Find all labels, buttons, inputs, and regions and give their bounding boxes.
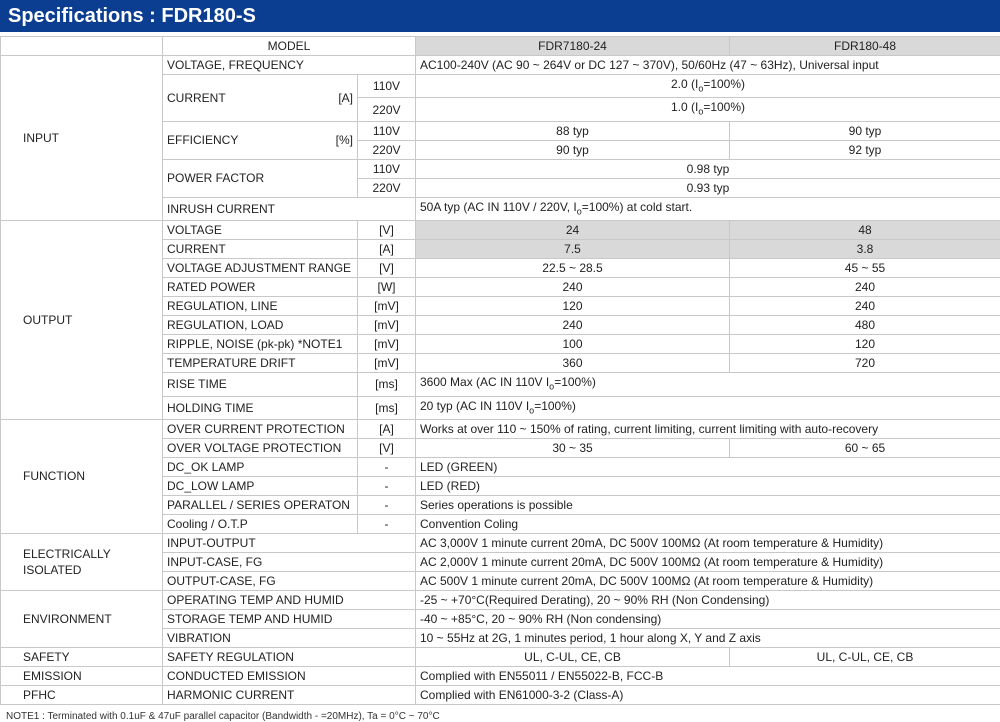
spec-unit: [mV] [358, 335, 416, 354]
spec-label: CONDUCTED EMISSION [163, 666, 416, 685]
spec-unit: [W] [358, 278, 416, 297]
category-isolated: ELECTRICALLY ISOLATED [1, 533, 163, 590]
spec-value-b: 48 [730, 221, 1000, 240]
spec-label: RATED POWER [163, 278, 358, 297]
spec-value-b: 720 [730, 354, 1000, 373]
spec-value-a: 120 [416, 297, 730, 316]
spec-label: PARALLEL / SERIES OPERATON [163, 495, 358, 514]
category-safety: SAFETY [1, 647, 163, 666]
spec-label: INRUSH CURRENT [163, 197, 416, 220]
spec-value-b: 120 [730, 335, 1000, 354]
spec-label: Cooling / O.T.P [163, 514, 358, 533]
spec-table-wrapper [0, 32, 1000, 705]
spec-table [0, 36, 1000, 705]
spec-value-a: 7.5 [416, 240, 730, 259]
voltage-tag: 110V [358, 75, 416, 98]
category-pfhc: PFHC [1, 685, 163, 704]
voltage-tag: 110V [358, 159, 416, 178]
spec-unit: [ms] [358, 373, 416, 396]
spec-value-b: 60 ~ 65 [730, 438, 1000, 457]
spec-label: INPUT-OUTPUT [163, 533, 416, 552]
spec-value-a: 88 typ [416, 121, 730, 140]
model-name-b: FDR180-48 [730, 37, 1000, 56]
category-emission: EMISSION [1, 666, 163, 685]
spec-value: 0.98 typ [416, 159, 1000, 178]
environment-row [1, 590, 1000, 609]
spec-label: REGULATION, LOAD [163, 316, 358, 335]
spec-unit: [V] [358, 438, 416, 457]
spec-value-a: 90 typ [416, 140, 730, 159]
spec-value: 1.0 $(I_o=100\%)$ [416, 98, 1000, 121]
spec-label: POWER FACTOR [163, 159, 358, 197]
spec-label: OPERATING TEMP AND HUMID [163, 590, 416, 609]
spec-value: Convention Coling [416, 514, 1000, 533]
spec-unit: [A] [358, 240, 416, 259]
spec-value-a: 24 [416, 221, 730, 240]
spec-value-b: 480 [730, 316, 1000, 335]
voltage-tag: 110V [358, 121, 416, 140]
spec-value-a: 240 [416, 316, 730, 335]
isolated-row [1, 533, 1000, 552]
footnote: NOTE1 : Terminated with 0.1uF & 47uF parallel capacitor (Bandwidth - =20MHz), Ta = 0°C ~ 70°C [0, 711, 1000, 722]
spec-label: VOLTAGE [163, 221, 358, 240]
spec-unit: [%] [336, 131, 353, 149]
spec-value: -25 ~ +70°C(Required Derating), 20 ~ 90% RH (Non Condensing) [416, 590, 1000, 609]
spec-value: 3600 Max (AC IN 110V $I_o=100\%$) [416, 373, 1000, 396]
spec-value: AC 3,000V 1 minute current 20mA, DC 500V 100MΩ (At room temperature & Humidity) [416, 533, 1000, 552]
spec-value-b: 240 [730, 297, 1000, 316]
spec-value: Complied with EN55011 / EN55022-B, FCC-B [416, 666, 1000, 685]
category-environment: ENVIRONMENT [1, 590, 163, 647]
safety-row [1, 647, 1000, 666]
spec-label: DC_OK LAMP [163, 457, 358, 476]
spec-value-a: 240 [416, 278, 730, 297]
spec-unit: [mV] [358, 354, 416, 373]
category-output: OUTPUT [1, 221, 163, 420]
spec-value-a: 30 ~ 35 [416, 438, 730, 457]
spec-value-a: 360 [416, 354, 730, 373]
spec-value-a: 22.5 ~ 28.5 [416, 259, 730, 278]
spec-value: Complied with EN61000-3-2 (Class-A) [416, 685, 1000, 704]
spec-unit: [V] [358, 259, 416, 278]
spec-value-b: 3.8 [730, 240, 1000, 259]
model-header-row [1, 37, 1000, 56]
spec-value-b: UL, C-UL, CE, CB [730, 647, 1000, 666]
spec-value: Works at over 110 ~ 150% of rating, current limiting, current limiting with auto-recovery [416, 419, 1000, 438]
spec-unit: [mV] [358, 297, 416, 316]
emission-row [1, 666, 1000, 685]
function-ocp-row [1, 419, 1000, 438]
spec-label: HOLDING TIME [163, 396, 358, 419]
spec-value: 20 typ (AC IN 110V $I_o=100\%$) [416, 396, 1000, 419]
category-function: FUNCTION [1, 419, 163, 533]
spec-unit: [A] [358, 419, 416, 438]
spec-unit: [ms] [358, 396, 416, 419]
spec-unit: [A] [338, 89, 353, 107]
header-blank [1, 37, 163, 56]
spec-label: REGULATION, LINE [163, 297, 358, 316]
spec-value-b: 92 typ [730, 140, 1000, 159]
spec-value: AC 500V 1 minute current 20mA, DC 500V 100MΩ (At room temperature & Humidity) [416, 571, 1000, 590]
spec-value: 2.0 $(I_o=100\%)$ [416, 75, 1000, 98]
spec-value-a: 100 [416, 335, 730, 354]
voltage-tag: 220V [358, 178, 416, 197]
spec-label: TEMPERATURE DRIFT [163, 354, 358, 373]
page-title: Specifications : FDR180-S [0, 0, 1000, 32]
spec-label: OVER CURRENT PROTECTION [163, 419, 358, 438]
spec-label: OUTPUT-CASE, FG [163, 571, 416, 590]
spec-value-a: UL, C-UL, CE, CB [416, 647, 730, 666]
spec-label: RIPPLE, NOISE (pk-pk) *NOTE1 [163, 335, 358, 354]
spec-value: AC 2,000V 1 minute current 20mA, DC 500V 100MΩ (At room temperature & Humidity) [416, 552, 1000, 571]
spec-value: -40 ~ +85°C, 20 ~ 90% RH (Non condensing) [416, 609, 1000, 628]
spec-label: STORAGE TEMP AND HUMID [163, 609, 416, 628]
spec-unit: - [358, 495, 416, 514]
spec-value: AC100-240V (AC 90 ~ 264V or DC 127 ~ 370V), 50/60Hz (47 ~ 63Hz), Universal input [416, 56, 1000, 75]
spec-label: VIBRATION [163, 628, 416, 647]
spec-label: RISE TIME [163, 373, 358, 396]
spec-label: EFFICIENCY [167, 133, 238, 147]
spec-label: DC_LOW LAMP [163, 476, 358, 495]
input-voltage-row [1, 56, 1000, 75]
spec-value: 50A typ (AC IN 110V / 220V, $I_o=100\%$) at cold start. [416, 197, 1000, 220]
voltage-tag: 220V [358, 98, 416, 121]
spec-label: CURRENT [167, 91, 226, 105]
spec-label: OVER VOLTAGE PROTECTION [163, 438, 358, 457]
pfhc-row [1, 685, 1000, 704]
spec-label: VOLTAGE, FREQUENCY [163, 56, 416, 75]
spec-value: 0.93 typ [416, 178, 1000, 197]
spec-label: CURRENT [163, 240, 358, 259]
spec-label-with-unit [163, 75, 358, 122]
spec-value: Series operations is possible [416, 495, 1000, 514]
spec-value: 10 ~ 55Hz at 2G, 1 minutes period, 1 hour along X, Y and Z axis [416, 628, 1000, 647]
spec-value-b: 90 typ [730, 121, 1000, 140]
spec-value-b: 240 [730, 278, 1000, 297]
output-row [1, 221, 1000, 240]
spec-unit: - [358, 476, 416, 495]
spec-value: LED (GREEN) [416, 457, 1000, 476]
spec-unit: [V] [358, 221, 416, 240]
spec-label: HARMONIC CURRENT [163, 685, 416, 704]
voltage-tag: 220V [358, 140, 416, 159]
spec-unit: [mV] [358, 316, 416, 335]
spec-value: LED (RED) [416, 476, 1000, 495]
spec-value-b: 45 ~ 55 [730, 259, 1000, 278]
spec-unit: - [358, 514, 416, 533]
model-label: MODEL [163, 37, 416, 56]
spec-label: SAFETY REGULATION [163, 647, 416, 666]
category-input: INPUT [1, 56, 163, 221]
spec-label: INPUT-CASE, FG [163, 552, 416, 571]
spec-label-with-unit [163, 121, 358, 159]
model-name-a: FDR7180-24 [416, 37, 730, 56]
spec-unit: - [358, 457, 416, 476]
spec-label: VOLTAGE ADJUSTMENT RANGE [163, 259, 358, 278]
